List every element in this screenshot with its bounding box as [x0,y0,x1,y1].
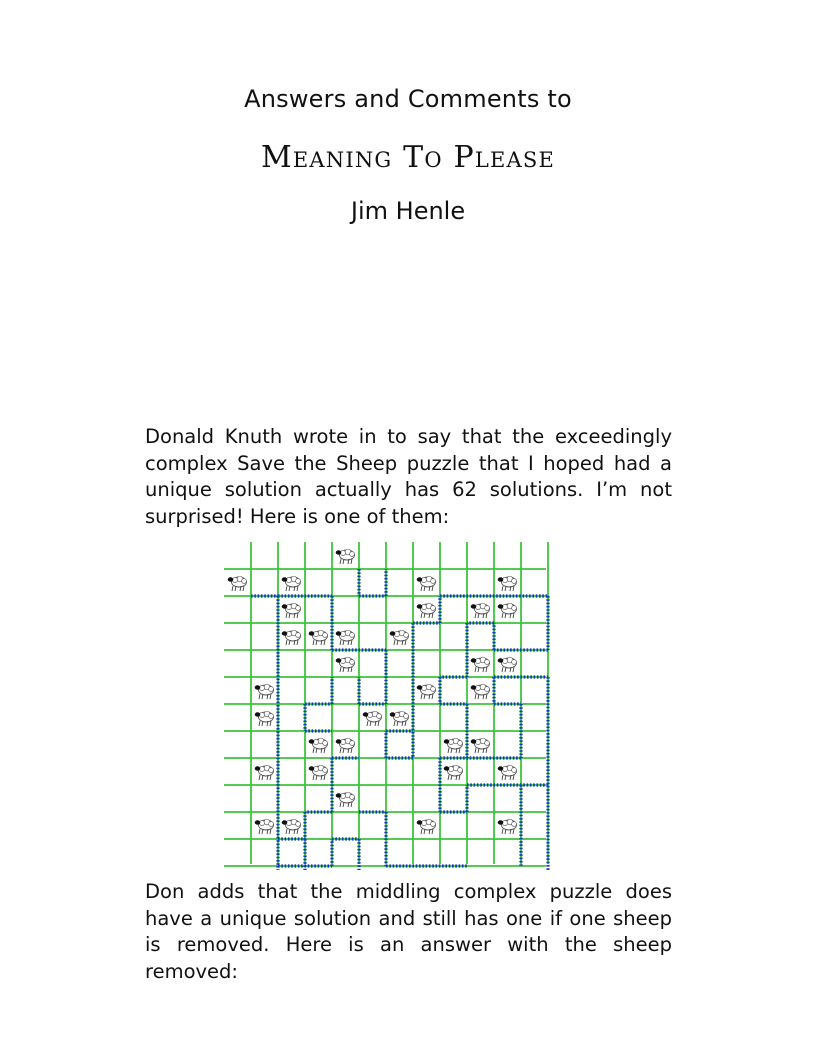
sheep-icon [498,819,517,834]
sheep-icon [282,603,301,618]
sheep-icon [255,711,274,726]
sheep-icon [282,819,301,834]
sheep-icon [417,684,436,699]
sheep-icon [471,603,490,618]
sheep-icon [363,711,382,726]
sheep-icon [390,630,409,645]
paragraph-knuth-comment: Donald Knuth wrote in to say that the exceedingly complex Save the Sheep puzzle that I hoped had a unique solution actually has 62 solutions. I’m not surprised! Here is one of them: [145,425,672,528]
sheep-icon [417,603,436,618]
document-title: Meaning To Please [260,140,556,175]
sheep-icon [498,576,517,591]
sheep-icon [417,576,436,591]
sheep-icon [390,711,409,726]
sheep-icon [336,549,355,564]
document-subtitle: Answers and Comments to [244,85,572,113]
sheep-icon [336,657,355,672]
puzzle-sheep [228,549,517,834]
sheep-icon [498,765,517,780]
paragraph-middling-puzzle: Don adds that the middling complex puzzle does have a unique solution and still has one if one sheep is removed. Here is an answer with the sheep removed: [145,880,672,983]
sheep-puzzle-figure [220,540,550,870]
sheep-icon [255,684,274,699]
sheep-icon [471,657,490,672]
sheep-icon [417,819,436,834]
sheep-icon [255,765,274,780]
sheep-icon [309,765,328,780]
sheep-icon [228,576,247,591]
sheep-icon [471,684,490,699]
sheep-icon [336,630,355,645]
sheep-icon [309,738,328,753]
sheep-icon [444,738,463,753]
sheep-icon [444,765,463,780]
sheep-icon [471,738,490,753]
sheep-icon [336,738,355,753]
sheep-icon [282,576,301,591]
sheep-icon [336,792,355,807]
sheep-icon [255,819,274,834]
sheep-icon [309,630,328,645]
document-author: Jim Henle [350,197,466,225]
sheep-icon [498,603,517,618]
sheep-icon [282,630,301,645]
sheep-icon [498,657,517,672]
